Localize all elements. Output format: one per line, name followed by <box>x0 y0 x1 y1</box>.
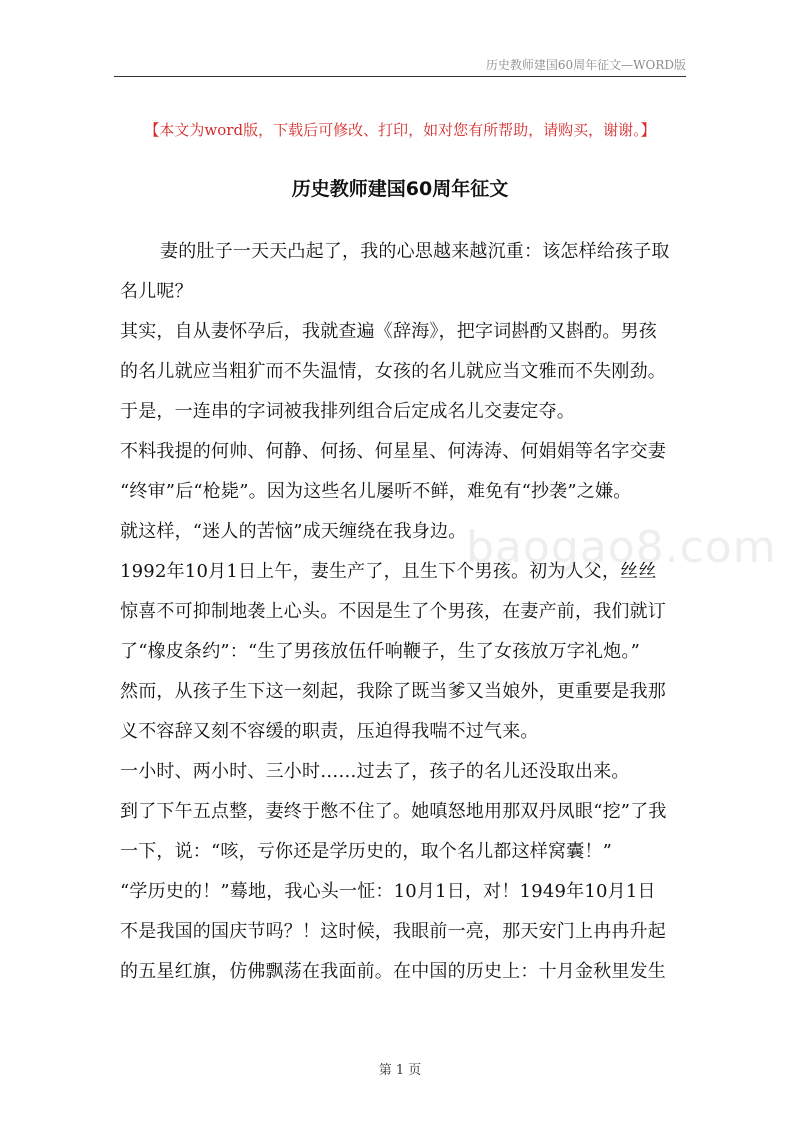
body-line: 然而，从孩子生下这一刻起，我除了既当爹又当娘外，更重要是我那 <box>120 681 666 702</box>
body-line: 其实，自从妻怀孕后，我就查遍《辞海》，把字词斟酌又斟酌。男孩 <box>120 321 657 342</box>
body-line: 不是我国的国庆节吗？！这时候，我眼前一亮，那天安门上冉冉升起 <box>120 921 666 942</box>
body-line: 一小时、两小时、三小时……过去了，孩子的名儿还没取出来。 <box>120 761 630 782</box>
header-title: 历史教师建国60周年征文—WORD版 <box>485 58 686 72</box>
body-line: “终审”后“枪毙”。因为这些名儿屡听不鲜，难免有“抄袭”之嫌。 <box>120 481 632 502</box>
purchase-notice: 【本文为word版，下载后可修改、打印，如对您有所帮助，请购买，谢谢。】 <box>144 121 656 139</box>
body-line: 一下，说：“咳，亏你还是学历史的，取个名儿都这样窝囊！” <box>120 841 613 862</box>
body-line: 的名儿就应当粗犷而不失温情，女孩的名儿就应当文雅而不失刚劲。 <box>120 361 666 382</box>
body-line: 的五星红旗，仿佛飘荡在我面前。在中国的历史上：十月金秋里发生 <box>120 961 666 982</box>
body-line: 就这样，“迷人的苦恼”成天缠绕在我身边。 <box>120 521 467 542</box>
body-line: “学历史的！”蓦地，我心头一怔：10月1日，对！1949年10月1日 <box>120 881 656 902</box>
body-line: 妻的肚子一天天凸起了，我的心思越来越沉重：该怎样给孩子取 <box>160 241 670 262</box>
body-line: 了“橡皮条约”：“生了男孩放伍仟响鞭子，生了女孩放万字礼炮。” <box>120 641 641 662</box>
body-line: 惊喜不可抑制地袭上心头。不因是生了个男孩，在妻产前，我们就订 <box>120 601 666 622</box>
body-line: 义不容辞又刻不容缓的职责，压迫得我喘不过气来。 <box>120 721 539 742</box>
body-line: 到了下午五点整，妻终于憋不住了。她嗔怒地用那双丹凤眼“挖”了我 <box>120 801 667 822</box>
body-line: 名儿呢？ <box>120 281 193 302</box>
watermark: baogao8.com <box>466 522 777 573</box>
document-body <box>120 232 700 992</box>
body-line: 于是，一连串的字词被我排列组合后定成名儿交妻定夺。 <box>120 401 575 422</box>
document-title: 历史教师建国60周年征文 <box>291 178 509 200</box>
body-line: 1992年10月1日上午，妻生产了，且生下个男孩。初为人父，丝丝 <box>120 561 657 582</box>
body-line: 不料我提的何帅、何静、何扬、何星星、何涛涛、何娟娟等名字交妻 <box>120 441 666 462</box>
page-header <box>114 50 686 77</box>
page-number: 第 1 页 <box>378 1063 422 1078</box>
